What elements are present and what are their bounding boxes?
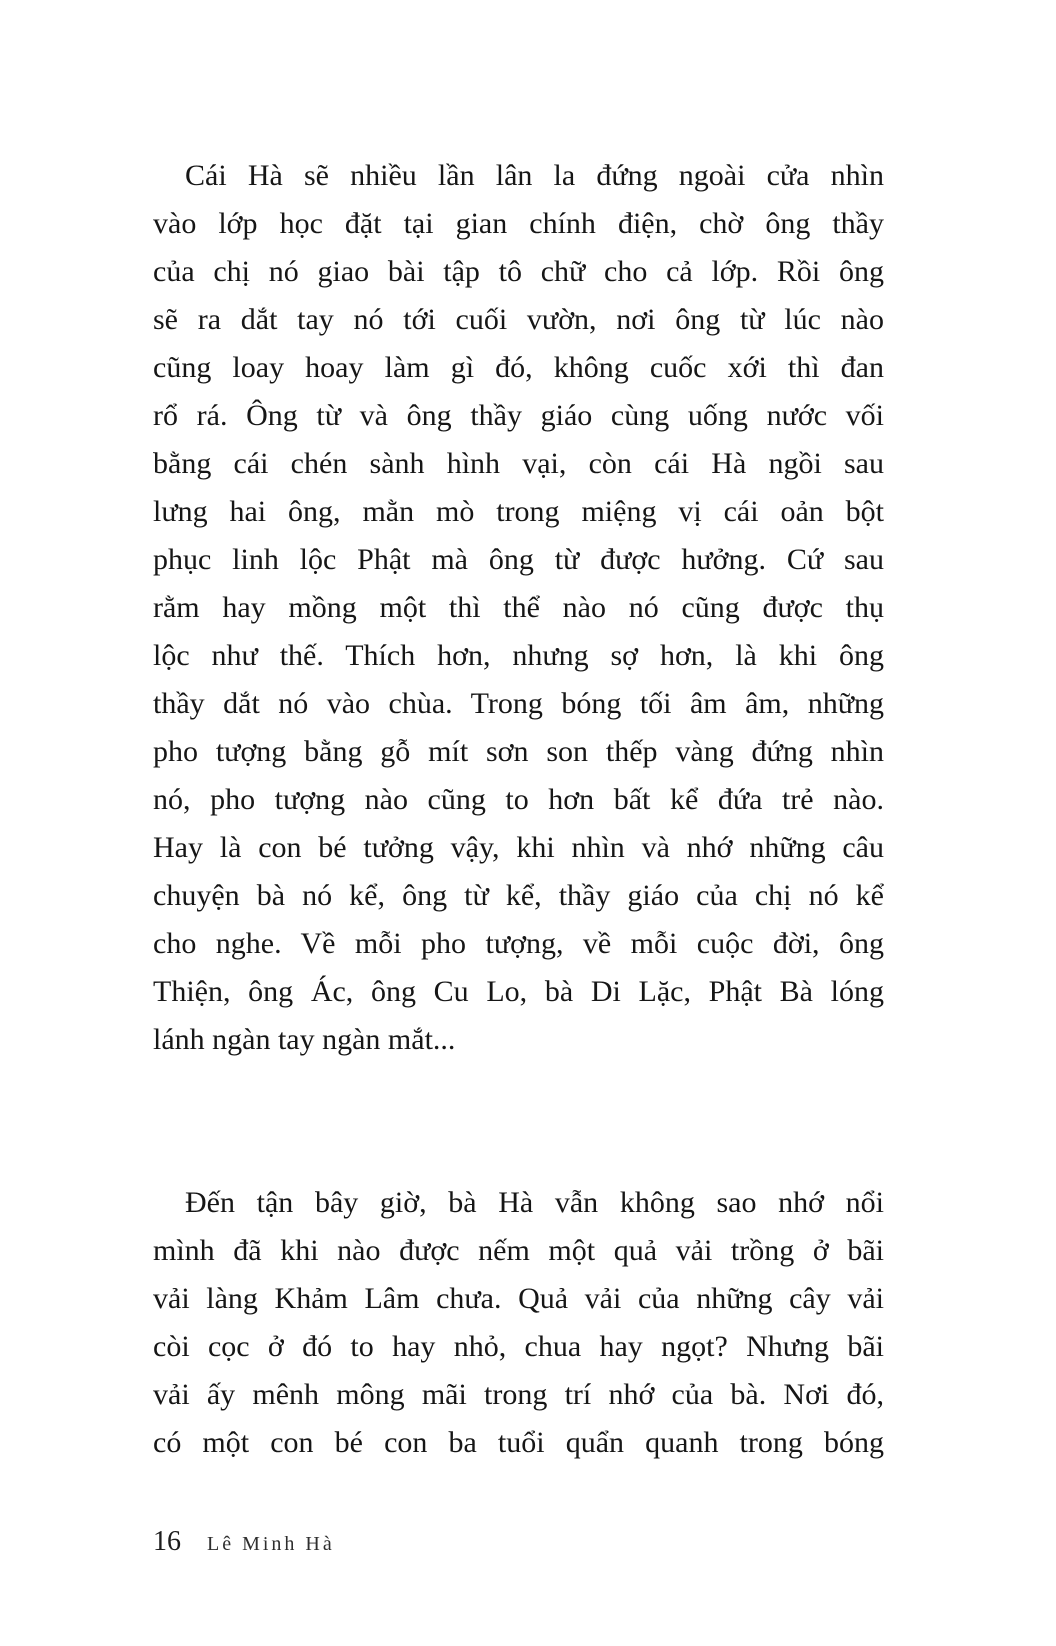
page-footer: [153, 1526, 335, 1558]
text-line: vào lớp học đặt tại gian chính điện, chờ ông thầy: [153, 207, 884, 240]
page-number: 16: [153, 1526, 181, 1557]
text-line: lưng hai ông, mằn mò trong miệng vị cái oản bột: [153, 495, 884, 528]
text-line: vải ấy mênh mông mãi trong trí nhớ của bà. Nơi đó,: [153, 1378, 884, 1411]
text-line: lánh ngàn tay ngàn mắt...: [153, 1023, 456, 1056]
text-line: sẽ ra dắt tay nó tới cuối vườn, nơi ông từ lúc nào: [153, 303, 884, 336]
text-line: rổ rá. Ông từ và ông thầy giáo cùng uống nước vối: [153, 399, 884, 432]
text-line: nó, pho tượng nào cũng to hơn bất kể đứa trẻ nào.: [153, 783, 884, 816]
text-line: chuyện bà nó kể, ông từ kể, thầy giáo của chị nó kể: [153, 879, 884, 912]
text-line: mình đã khi nào được nếm một quả vải trồng ở bãi: [153, 1234, 884, 1267]
text-line: Cái Hà sẽ nhiều lần lân la đứng ngoài cửa nhìn: [185, 159, 884, 192]
text-line: lộc như thế. Thích hơn, nhưng sợ hơn, là khi ông: [153, 639, 884, 672]
paragraph-2: [153, 1179, 884, 1467]
page-body: [153, 152, 884, 1467]
text-line: có một con bé con ba tuổi quẩn quanh trong bóng: [153, 1426, 884, 1459]
text-line: của chị nó giao bài tập tô chữ cho cả lớp. Rồi ông: [153, 255, 884, 288]
text-line: bằng cái chén sành hình vại, còn cái Hà ngồi sau: [153, 447, 884, 480]
text-line: còi cọc ở đó to hay nhỏ, chua hay ngọt? Nhưng bãi: [153, 1330, 884, 1363]
text-line: Đến tận bây giờ, bà Hà vẫn không sao nhớ nổi: [185, 1186, 884, 1219]
running-author: Lê Minh Hà: [207, 1533, 335, 1555]
text-line: pho tượng bằng gỗ mít sơn son thếp vàng đứng nhìn: [153, 735, 884, 768]
text-line: cho nghe. Về mỗi pho tượng, về mỗi cuộc đời, ông: [153, 927, 884, 960]
text-line: phục linh lộc Phật mà ông từ được hưởng. Cứ sau: [153, 543, 884, 576]
paragraph-1: [153, 152, 884, 1064]
text-line: vải làng Khảm Lâm chưa. Quả vải của những cây vải: [153, 1282, 884, 1315]
text-line: rằm hay mồng một thì thể nào nó cũng được thụ: [153, 591, 884, 624]
text-line: Hay là con bé tưởng vậy, khi nhìn và nhớ những câu: [153, 831, 884, 864]
text-line: cũng loay hoay làm gì đó, không cuốc xới thì đan: [153, 351, 884, 384]
text-line: thầy dắt nó vào chùa. Trong bóng tối âm âm, những: [153, 687, 884, 720]
text-line: Thiện, ông Ác, ông Cu Lo, bà Di Lặc, Phật Bà lóng: [153, 975, 884, 1008]
